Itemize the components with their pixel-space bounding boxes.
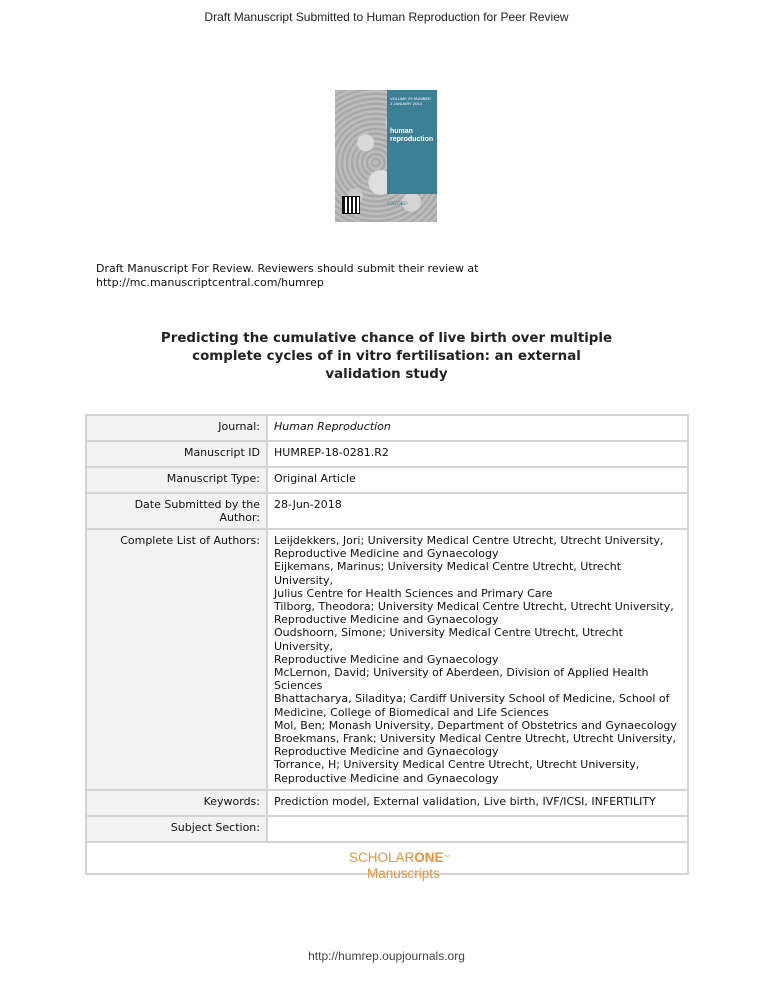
- qr-code-icon: [342, 196, 360, 214]
- keywords-value: Prediction model, External validation, Live birth, IVF/ICSI, INFERTILITY: [267, 790, 688, 816]
- journal-cover-image: [335, 90, 437, 222]
- author-line: Reproductive Medicine and Gynaecology: [274, 547, 499, 561]
- manuscript-title: [120, 330, 653, 384]
- author-line: Torrance, H; University Medical Centre Utrecht, Utrecht University,: [274, 758, 640, 772]
- table-row-journal: [86, 415, 688, 441]
- logo-tm-text: ™: [443, 855, 450, 861]
- cover-volume-line: VOLUME 29 NUMBER 1 JANUARY 2014: [390, 96, 431, 106]
- cover-title-band: [387, 90, 437, 194]
- author-line: Bhattacharya, Siladitya; Cardiff University School of Medicine, School of: [274, 692, 670, 706]
- journal-label: Journal:: [86, 415, 267, 441]
- manuscript-type-label: Manuscript Type:: [86, 467, 267, 493]
- logo-one-text: ONE: [414, 850, 444, 865]
- author-line: Eijkemans, Marinus; University Medical Centre Utrecht, Utrecht University,: [274, 560, 622, 587]
- date-submitted-value: 28-Jun-2018: [267, 493, 688, 529]
- author-line: Reproductive Medicine and Gynaecology: [274, 652, 499, 666]
- table-row-date-submitted: [86, 493, 688, 529]
- author-line: Reproductive Medicine and Gynaecology: [274, 745, 499, 759]
- table-row-subject-section: [86, 816, 688, 842]
- author-line: Sciences: [274, 679, 323, 693]
- footer-url-link[interactable]: http://humrep.oupjournals.org: [308, 949, 465, 963]
- page-header: Draft Manuscript Submitted to Human Reproduction for Peer Review: [204, 10, 569, 24]
- table-row-authors: [86, 529, 688, 790]
- review-note-line: Draft Manuscript For Review. Reviewers should submit their review at: [96, 262, 479, 275]
- title-line: validation study: [325, 367, 448, 382]
- author-line: Medicine, College of Biomedical and Life Sciences: [274, 705, 549, 719]
- author-line: Mol, Ben; Monash University, Department of Obstetrics and Gynaecology: [274, 718, 677, 732]
- manuscript-metadata-table: [85, 414, 689, 875]
- author-line: Tilborg, Theodora; University Medical Centre Utrecht, Utrecht University,: [274, 600, 674, 614]
- table-row-manuscript-id: [86, 441, 688, 467]
- author-line: McLernon, David; University of Aberdeen, Division of Applied Health: [274, 666, 649, 680]
- logo-manuscripts-text: Manuscripts: [367, 866, 440, 881]
- author-line: Leijdekkers, Jori; University Medical Centre Utrecht, Utrecht University,: [274, 534, 664, 547]
- date-submitted-label: Date Submitted by the Author:: [86, 493, 267, 529]
- subject-section-value: [267, 816, 688, 842]
- scholarone-wordmark: [349, 850, 450, 866]
- cover-publisher-logo: OXFORD: [387, 202, 408, 207]
- title-line: Predicting the cumulative chance of live birth over multiple: [160, 331, 613, 346]
- author-line: Reproductive Medicine and Gynaecology: [274, 771, 499, 785]
- review-instructions: [96, 262, 696, 290]
- cover-journal-title: human reproduction: [390, 128, 434, 143]
- author-line: Julius Centre for Health Sciences and Primary Care: [274, 586, 553, 600]
- authors-list: [267, 529, 688, 790]
- manuscript-id-value: HUMREP-18-0281.R2: [267, 441, 688, 467]
- journal-value: Human Reproduction: [267, 415, 688, 441]
- title-line: complete cycles of in vitro fertilisation: an external: [192, 349, 581, 364]
- subject-section-label: Subject Section:: [86, 816, 267, 842]
- review-url-link[interactable]: http://mc.manuscriptcentral.com/humrep: [96, 276, 324, 289]
- logo-scholar-text: SCHOLAR: [349, 850, 415, 865]
- table-row-manuscript-type: [86, 467, 688, 493]
- manuscript-type-value: Original Article: [267, 467, 688, 493]
- keywords-label: Keywords:: [86, 790, 267, 816]
- author-line: Oudshoorn, Simone; University Medical Centre Utrecht, Utrecht University,: [274, 626, 623, 653]
- table-row-keywords: [86, 790, 688, 816]
- author-line: Reproductive Medicine and Gynaecology: [274, 613, 499, 627]
- authors-label: Complete List of Authors:: [86, 529, 267, 790]
- scholarone-logo: [349, 850, 450, 882]
- author-line: Broekmans, Frank; University Medical Centre Utrecht, Utrecht University,: [274, 732, 677, 746]
- manuscript-id-label: Manuscript ID: [86, 441, 267, 467]
